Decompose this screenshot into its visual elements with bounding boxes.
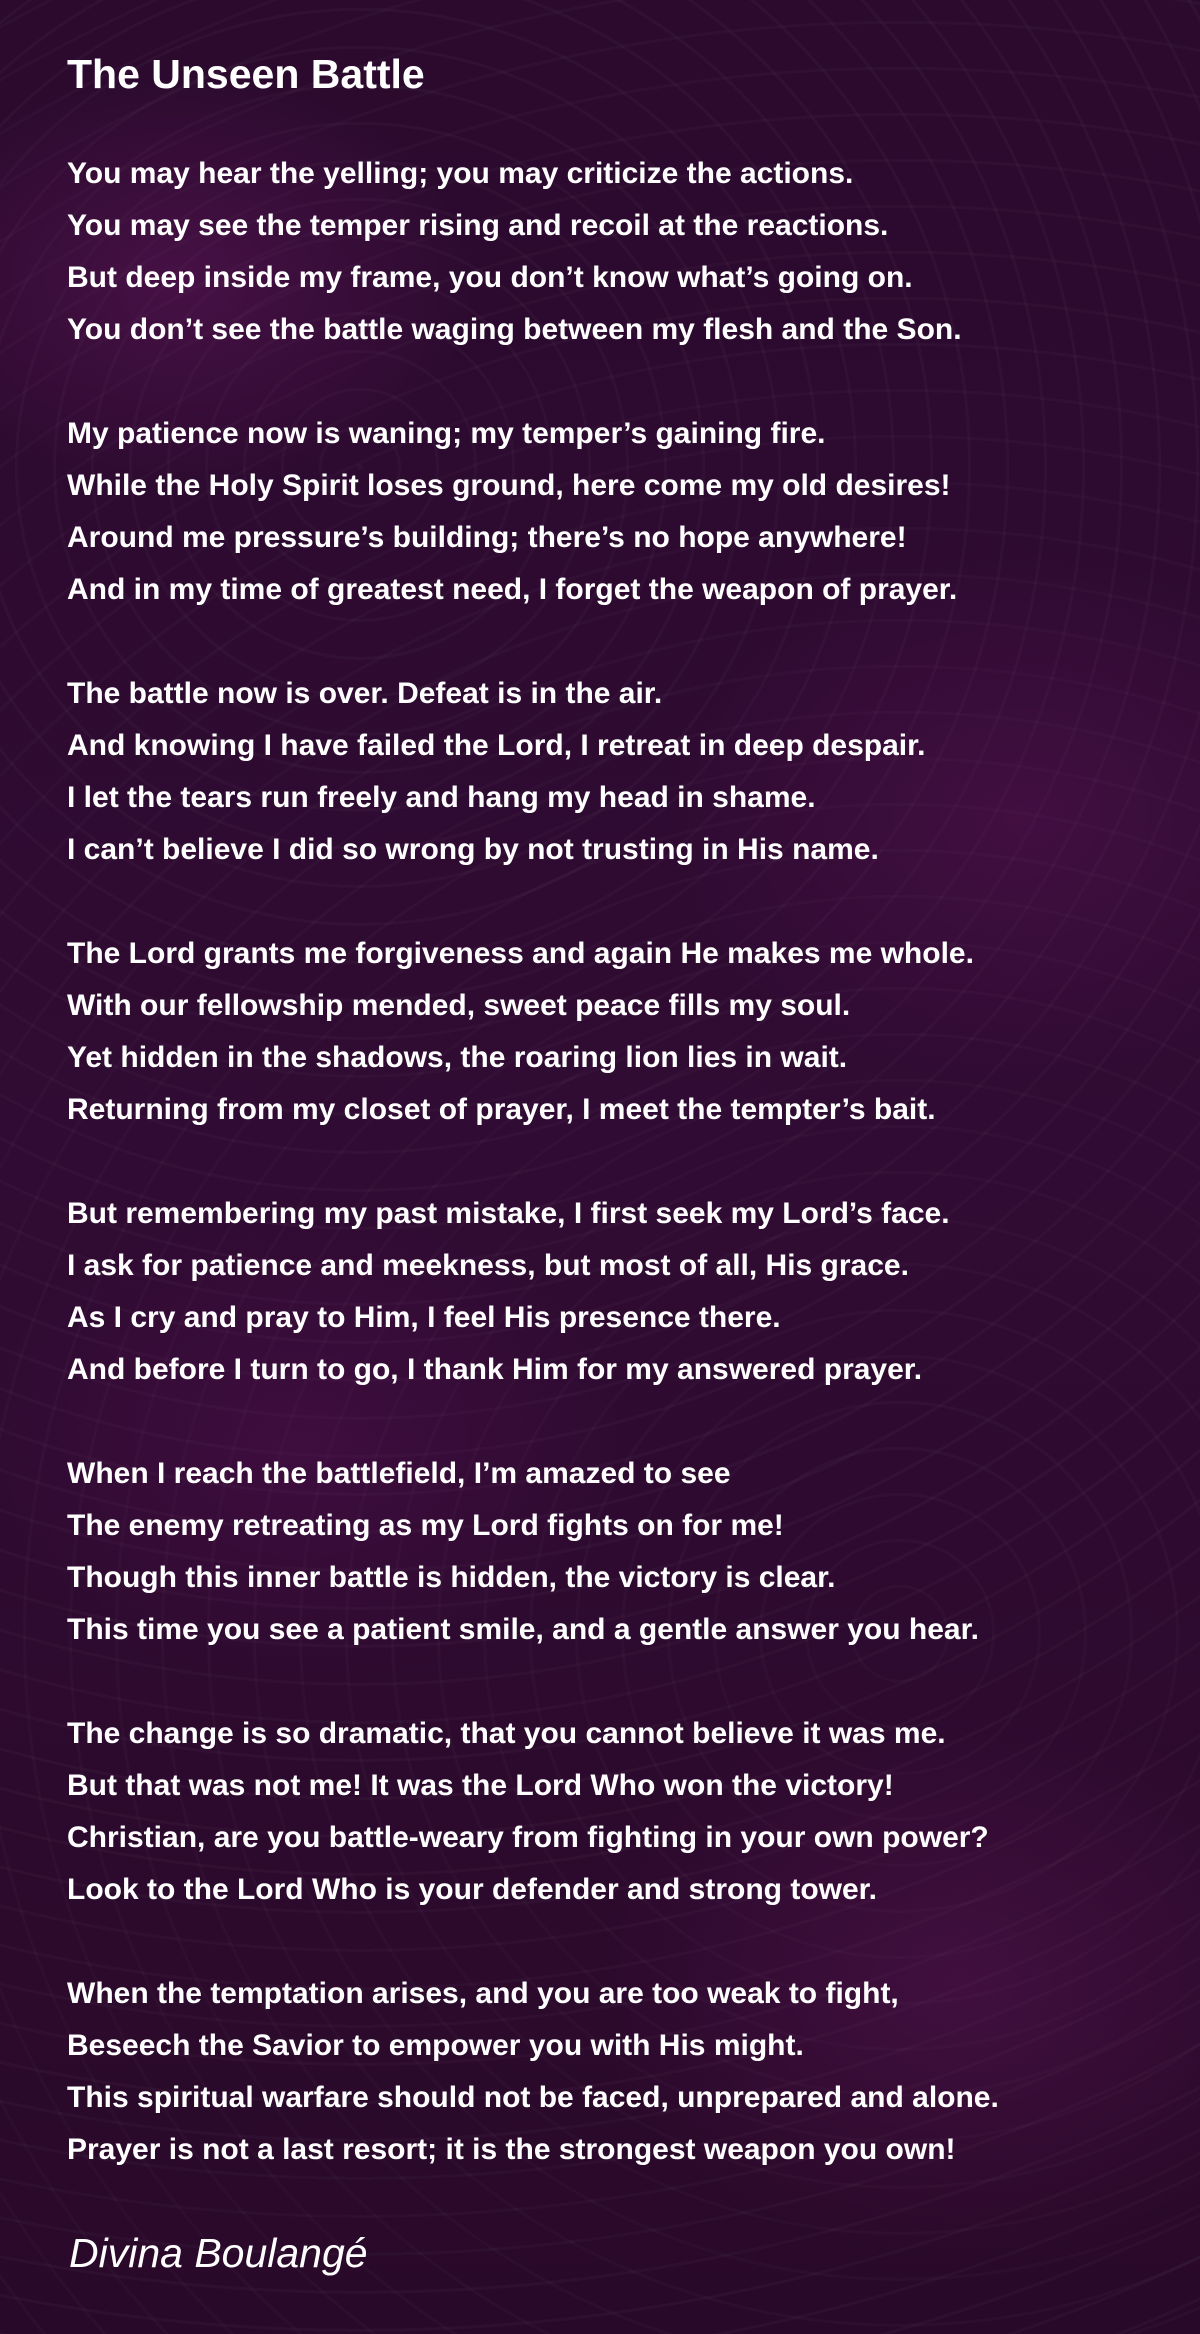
poem-line: The enemy retreating as my Lord fights on for me! bbox=[67, 1509, 784, 1542]
poem-line: You may see the temper rising and recoil at the reactions. bbox=[67, 209, 889, 242]
poem-line: Around me pressure’s building; there’s no hope anywhere! bbox=[67, 521, 907, 554]
poem-line: Yet hidden in the shadows, the roaring lion lies in wait. bbox=[67, 1041, 848, 1074]
poem-line: The Lord grants me forgiveness and again He makes me whole. bbox=[67, 937, 974, 970]
poem-line: Returning from my closet of prayer, I meet the tempter’s bait. bbox=[67, 1093, 936, 1126]
poem-line: When the temptation arises, and you are too weak to fight, bbox=[67, 1977, 899, 2010]
poem-line: The change is so dramatic, that you cannot believe it was me. bbox=[67, 1717, 946, 1750]
poem-line: Look to the Lord Who is your defender and strong tower. bbox=[67, 1873, 878, 1906]
poem-line: And in my time of greatest need, I forget the weapon of prayer. bbox=[67, 573, 958, 606]
poem-line: Though this inner battle is hidden, the victory is clear. bbox=[67, 1561, 836, 1594]
author-signature: Divina Boulangé bbox=[69, 2230, 368, 2276]
stanza-6 bbox=[67, 1448, 1177, 1656]
poem-line: Beseech the Savior to empower you with His might. bbox=[67, 2029, 804, 2062]
stanza-8 bbox=[67, 1968, 1177, 2176]
poem-line: Christian, are you battle-weary from fighting in your own power? bbox=[67, 1821, 989, 1854]
poem-line: I can’t believe I did so wrong by not trusting in His name. bbox=[67, 833, 879, 866]
stanza-4 bbox=[67, 928, 1177, 1136]
poem-line: I let the tears run freely and hang my head in shame. bbox=[67, 781, 816, 814]
poem-line: While the Holy Spirit loses ground, here come my old desires! bbox=[67, 469, 951, 502]
poem-line: As I cry and pray to Him, I feel His presence there. bbox=[67, 1301, 781, 1334]
stanza-1 bbox=[67, 148, 1177, 356]
poem-line: The battle now is over. Defeat is in the air. bbox=[67, 677, 663, 710]
poem-line: And before I turn to go, I thank Him for my answered prayer. bbox=[67, 1353, 923, 1386]
poem-line: Prayer is not a last resort; it is the strongest weapon you own! bbox=[67, 2133, 956, 2166]
poem-line: You may hear the yelling; you may criticize the actions. bbox=[67, 157, 854, 190]
poem-line: I ask for patience and meekness, but most of all, His grace. bbox=[67, 1249, 909, 1282]
poem-body bbox=[67, 148, 1177, 2228]
poem-line: But deep inside my frame, you don’t know what’s going on. bbox=[67, 261, 913, 294]
poem-line: And knowing I have failed the Lord, I retreat in deep despair. bbox=[67, 729, 926, 762]
poem-line: But that was not me! It was the Lord Who won the victory! bbox=[67, 1769, 894, 1802]
poem-line: When I reach the battlefield, I’m amazed to see bbox=[67, 1457, 731, 1490]
poem-line: You don’t see the battle waging between my flesh and the Son. bbox=[67, 313, 962, 346]
stanza-5 bbox=[67, 1188, 1177, 1396]
stanza-7 bbox=[67, 1708, 1177, 1916]
poem-title: The Unseen Battle bbox=[67, 51, 425, 97]
poem-line: With our fellowship mended, sweet peace fills my soul. bbox=[67, 989, 851, 1022]
poem-line: But remembering my past mistake, I first seek my Lord’s face. bbox=[67, 1197, 950, 1230]
poem-line: My patience now is waning; my temper’s gaining fire. bbox=[67, 417, 826, 450]
stanza-2 bbox=[67, 408, 1177, 616]
poem-line: This spiritual warfare should not be faced, unprepared and alone. bbox=[67, 2081, 999, 2114]
poem-line: This time you see a patient smile, and a gentle answer you hear. bbox=[67, 1613, 979, 1646]
stanza-3 bbox=[67, 668, 1177, 876]
